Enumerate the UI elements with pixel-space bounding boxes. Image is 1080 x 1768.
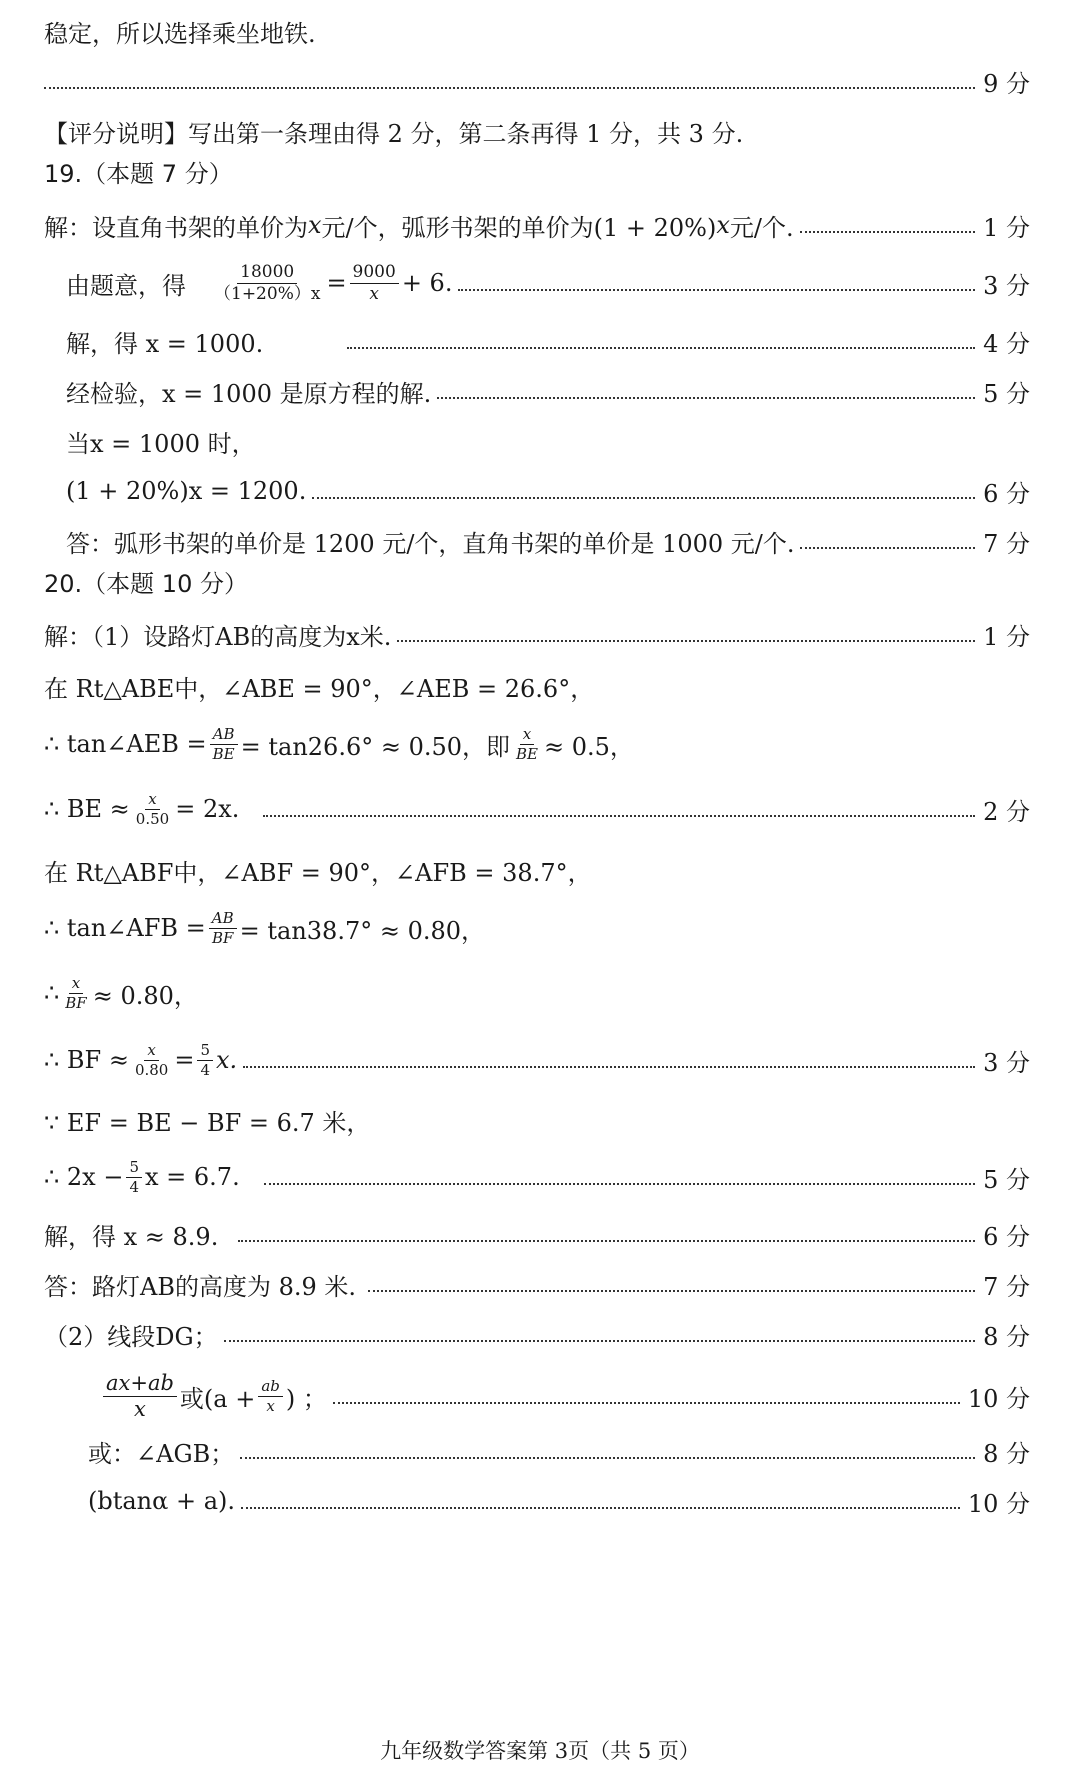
text-mid: = tan26.6° ≈ 0.50，即 — [240, 732, 511, 761]
q20-line-5 — [0, 853, 1080, 887]
q20-line-9 — [0, 1103, 1080, 1137]
score: 10 分 — [967, 1384, 1030, 1413]
q19-step-5 — [0, 424, 1080, 458]
step-text: 解，得 x = 1000. — [66, 329, 264, 358]
dotted-leader — [264, 1183, 975, 1185]
step-text: 在 Rt△ABE中，∠ABE = 90°，∠AEB = 26.6°， — [44, 674, 595, 703]
text-pre: ∴ tan∠AFB = — [44, 914, 206, 942]
numerator: AB — [210, 727, 238, 745]
dotted-leader — [437, 397, 975, 399]
q20-line-3 — [0, 722, 1080, 766]
score: 9 分 — [983, 69, 1030, 98]
text-end: = tan38.7° ≈ 0.80， — [239, 916, 486, 945]
dotted-leader — [800, 547, 975, 549]
q19-step-3 — [0, 324, 1080, 358]
denominator: 0.80 — [134, 1060, 169, 1079]
denominator: 4 — [129, 1177, 139, 1196]
fraction — [103, 1370, 177, 1421]
equals: = — [326, 269, 347, 297]
denominator: x — [134, 1396, 146, 1421]
fraction — [211, 261, 323, 304]
q19-heading-text: 19.（本题 7 分） — [44, 159, 233, 188]
numerator: 18000 — [237, 264, 297, 284]
dotted-leader — [263, 815, 975, 817]
dotted-leader — [347, 347, 975, 349]
score: 10 分 — [967, 1489, 1030, 1518]
step-text — [100, 1370, 327, 1421]
q20-line-6 — [0, 906, 1080, 950]
step-text: ∵ EF = BE − BF = 6.7 米， — [44, 1108, 371, 1137]
dotted-leader — [333, 1402, 960, 1404]
numerator: x — [520, 727, 534, 745]
var-x: x — [308, 211, 322, 239]
answer-text: 答：路灯AB的高度为 8.9 米. — [44, 1272, 357, 1301]
q20-part2-line-1 — [0, 1317, 1080, 1351]
scoring-note — [0, 114, 1080, 148]
denominator: 4 — [200, 1060, 210, 1079]
numerator: 5 — [197, 1043, 213, 1061]
denominator: x — [266, 1396, 275, 1415]
fraction — [258, 1376, 283, 1415]
denominator: x — [369, 283, 379, 304]
dotted-leader — [368, 1290, 975, 1292]
q20-line-1 — [0, 617, 1080, 651]
dotted-leader — [397, 640, 975, 642]
answer-text: 答：弧形书架的单价是 1200 元/个，直角书架的单价是 1000 元/个. — [66, 529, 795, 558]
step-text: 当x = 1000 时， — [66, 429, 256, 458]
fraction — [513, 724, 541, 763]
step-text: 解：（1）设路灯AB的高度为x米. — [44, 622, 392, 651]
score: 2 分 — [983, 797, 1030, 826]
score: 1 分 — [983, 622, 1030, 651]
step-text-b: 元/个，弧形书架的单价为(1 + 20%) — [321, 213, 717, 242]
step-text: 或：∠AGB； — [88, 1439, 235, 1468]
step-text: 在 Rt△ABF中，∠ABF = 90°，∠AFB = 38.7°， — [44, 858, 592, 887]
dotted-leader — [224, 1340, 975, 1342]
dotted-leader — [241, 1507, 960, 1509]
q20-heading-text: 20.（本题 10 分） — [44, 569, 248, 598]
step-text-c: 元/个. — [729, 213, 794, 242]
step-text: 解，得 x ≈ 8.9. — [44, 1222, 219, 1251]
step-text-a: 由题意，得 — [66, 271, 186, 300]
numerator: 5 — [126, 1160, 142, 1178]
denominator: （1+20%）x — [214, 283, 321, 304]
fraction — [197, 1040, 213, 1079]
q19-heading — [0, 154, 1080, 188]
step-text: (btanα + a). — [88, 1487, 236, 1515]
dotted-leader — [800, 231, 975, 233]
score: 8 分 — [983, 1322, 1030, 1351]
page-footer: 九年级数学答案第 3页（共 5 页） — [380, 1739, 700, 1763]
text-pre: ∴ 2x − — [44, 1163, 124, 1191]
dotted-leader — [238, 1240, 975, 1242]
score: 6 分 — [983, 479, 1030, 508]
numerator: AB — [209, 911, 237, 929]
numerator: ax+ab — [103, 1373, 177, 1397]
step-text: (1 + 20%)x = 1200. — [66, 477, 307, 505]
q20-line-11 — [0, 1217, 1080, 1251]
score: 7 分 — [983, 1272, 1030, 1301]
text-end: x = 6.7. — [145, 1163, 240, 1191]
denominator: BE — [516, 744, 539, 763]
text-pre: ∴ BF ≈ — [44, 1046, 129, 1074]
line-conclusion — [0, 14, 1080, 48]
text-end: x. — [216, 1046, 238, 1074]
q20-line-7 — [0, 971, 1080, 1015]
numerator: x — [144, 1043, 158, 1061]
q20-line-2 — [0, 669, 1080, 703]
fraction — [126, 1157, 142, 1196]
score: 3 分 — [983, 1048, 1030, 1077]
step-text — [44, 208, 794, 243]
conclusion-text: 稳定，所以选择乘坐地铁. — [44, 19, 316, 48]
q20-part2-line-4 — [0, 1484, 1080, 1518]
line-score-9 — [0, 64, 1080, 98]
q20-answer — [0, 1267, 1080, 1301]
q19-step-2 — [0, 263, 1080, 303]
q20-line-8 — [0, 1038, 1080, 1082]
fraction — [209, 908, 237, 947]
numerator: x — [145, 792, 159, 810]
text-pre: ∴ tan∠AEB = — [44, 730, 207, 758]
fraction — [210, 724, 238, 763]
q19-step-6 — [0, 474, 1080, 508]
score: 7 分 — [983, 529, 1030, 558]
step-text: （2）线段DG； — [44, 1322, 218, 1351]
fraction — [350, 261, 399, 304]
var-x: x — [716, 211, 730, 239]
scoring-note-text: 【评分说明】写出第一条理由得 2 分，第二条再得 1 分，共 3 分. — [44, 119, 744, 148]
q19-step-4 — [0, 374, 1080, 408]
text-end: ≈ 0.5， — [544, 732, 634, 761]
fraction — [62, 973, 89, 1012]
dotted-leader — [458, 289, 975, 291]
step-text — [44, 1157, 240, 1196]
dotted-leader — [243, 1066, 975, 1068]
text-mid: 或(a + — [179, 1384, 256, 1413]
step-text — [44, 973, 198, 1012]
numerator: 9000 — [350, 264, 399, 284]
step-text-b: + 6. — [401, 269, 453, 297]
q20-part2-line-2 — [0, 1371, 1080, 1421]
equals: = — [174, 1046, 195, 1074]
q20-heading — [0, 564, 1080, 598]
score: 8 分 — [983, 1439, 1030, 1468]
q19-step-1 — [0, 208, 1080, 242]
numerator: x — [69, 976, 83, 994]
step-text — [66, 261, 453, 304]
fraction — [133, 789, 172, 828]
numerator: ab — [258, 1379, 283, 1397]
text-end: ≈ 0.80， — [92, 981, 198, 1010]
dotted-leader — [44, 87, 975, 89]
dotted-leader — [312, 497, 975, 499]
score: 6 分 — [983, 1222, 1030, 1251]
q20-line-10 — [0, 1155, 1080, 1199]
step-text — [44, 1040, 238, 1079]
q20-line-4 — [0, 787, 1080, 831]
fraction — [132, 1040, 171, 1079]
denominator: BE — [212, 744, 235, 763]
denominator: 0.50 — [135, 809, 170, 828]
score: 1 分 — [983, 213, 1030, 242]
step-text — [44, 789, 240, 828]
score: 4 分 — [983, 329, 1030, 358]
denominator: BF — [65, 993, 87, 1012]
text-pre: ∴ BE ≈ — [44, 795, 130, 823]
denominator: BF — [211, 928, 234, 947]
score: 5 分 — [983, 379, 1030, 408]
text-pre: ∴ — [44, 979, 60, 1007]
step-text — [44, 908, 486, 947]
score: 5 分 — [983, 1165, 1030, 1194]
q20-part2-line-3 — [0, 1434, 1080, 1468]
text-end: ) ； — [285, 1384, 327, 1413]
score: 3 分 — [983, 271, 1030, 300]
q19-answer — [0, 524, 1080, 558]
step-text: 经检验，x = 1000 是原方程的解. — [66, 379, 432, 408]
dotted-leader — [240, 1457, 975, 1459]
step-text-a: 解：设直角书架的单价为 — [44, 213, 308, 242]
step-text — [44, 724, 634, 763]
text-end: = 2x. — [175, 795, 240, 823]
